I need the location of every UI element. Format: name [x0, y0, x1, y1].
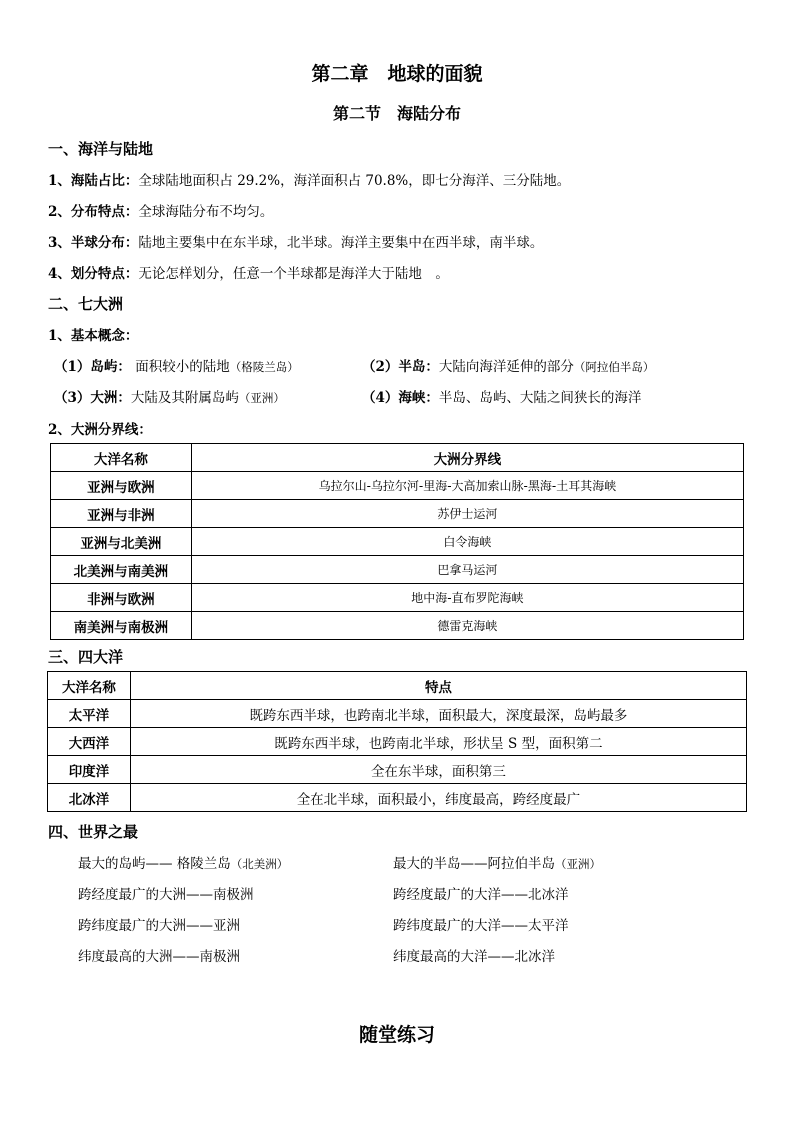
record-note: （亚洲）: [555, 857, 601, 871]
record-text: 跨经度最广的大洲——南极洲: [78, 887, 254, 903]
concept-continent-text: 大陆及其附属岛屿: [130, 390, 239, 406]
practice-title: 随堂练习: [358, 1024, 435, 1046]
table-header: 特点: [130, 672, 746, 700]
record-text: 纬度最高的大洲——南极洲: [78, 949, 240, 965]
concept-continent-note: （亚洲）: [238, 391, 285, 405]
table-cell: 德雷克海峡: [191, 612, 743, 640]
sec1-item-3-label: 3、半球分布：: [48, 235, 139, 251]
table-cell: 苏伊士运河: [191, 500, 743, 528]
sec1-item-1: [48, 169, 570, 189]
table-row: [51, 612, 744, 640]
section-3-heading: 三、四大洋: [48, 648, 124, 666]
table-cell: 印度洋: [48, 756, 131, 784]
table-cell: 地中海-直布罗陀海峡: [191, 584, 743, 612]
concept-island-text: 面积较小的陆地: [135, 359, 230, 375]
table-row: [51, 556, 744, 584]
record-widest-latitude-ocean: [393, 914, 569, 934]
table-header: 大洋名称: [51, 444, 192, 472]
concept-island-note: （格陵兰岛）: [229, 360, 299, 374]
record-highest-latitude-ocean: [393, 945, 555, 965]
concept-strait-text: 半岛、岛屿、大陆之间狭长的海洋: [438, 390, 642, 406]
record-text: 跨纬度最广的大洋——太平洋: [393, 918, 569, 934]
table-row: [48, 784, 747, 812]
table-row: [51, 584, 744, 612]
ocean-table: [47, 671, 747, 812]
sec1-item-3-text: 陆地主要集中在东半球，北半球。海洋主要集中在西半球，南半球。: [138, 235, 544, 251]
concept-peninsula: [362, 355, 654, 375]
boundary-heading: [48, 418, 152, 438]
concept-peninsula-text: 大陆向海洋延伸的部分: [438, 359, 574, 375]
table-cell: 亚洲与欧洲: [51, 472, 192, 500]
section-1-heading: 一、海洋与陆地: [48, 140, 154, 158]
sec1-item-1-label: 1、海陆占比：: [48, 173, 139, 189]
table-row: [51, 472, 744, 500]
table-row: [48, 756, 747, 784]
sec1-item-4: [48, 262, 449, 282]
concept-island-label: （1）岛屿：: [54, 359, 131, 375]
sec1-item-2: [48, 200, 273, 220]
table-cell: 白令海峡: [191, 528, 743, 556]
concept-strait: [362, 386, 641, 406]
record-text: 纬度最高的大洋——北冰洋: [393, 949, 555, 965]
sec1-item-4-text: 无论怎样划分，任意一个半球都是海洋大于陆地 。: [138, 266, 449, 282]
record-text: 跨纬度最广的大洲——亚洲: [78, 918, 240, 934]
table-cell: 全在东半球，面积第三: [130, 756, 746, 784]
concept-peninsula-note: （阿拉伯半岛）: [573, 360, 655, 374]
table-cell: 南美洲与南极洲: [51, 612, 192, 640]
table-cell: 北冰洋: [48, 784, 131, 812]
table-row: [48, 728, 747, 756]
sec1-item-1-text: 全球陆地面积占 29.2%，海洋面积占 70.8%，即七分海洋、三分陆地。: [138, 173, 571, 189]
record-widest-longitude-ocean: [393, 883, 569, 903]
table-header-row: [51, 444, 744, 472]
table-row: [51, 500, 744, 528]
table-row: [51, 528, 744, 556]
sec1-item-3: [48, 231, 543, 251]
table-cell: 非洲与欧洲: [51, 584, 192, 612]
concept-continent-label: （3）大洲：: [54, 390, 131, 406]
table-cell: 乌拉尔山-乌拉尔河-里海-大高加索山脉-黑海-土耳其海峡: [191, 472, 743, 500]
table-cell: 大西洋: [48, 728, 131, 756]
record-highest-latitude-continent: [78, 945, 240, 965]
record-widest-latitude-continent: [78, 914, 240, 934]
record-text: 最大的半岛——阿拉伯半岛: [393, 856, 555, 872]
concept-strait-label: （4）海峡：: [362, 390, 439, 406]
table-cell: 北美洲与南美洲: [51, 556, 192, 584]
concept-heading: [48, 324, 138, 344]
sec1-item-4-label: 4、划分特点：: [48, 266, 139, 282]
concept-heading-label: 1、基本概念：: [48, 328, 139, 344]
table-cell: 全在北半球，面积最小，纬度最高，跨经度最广: [130, 784, 746, 812]
record-widest-longitude-continent: [78, 883, 254, 903]
table-row: [48, 700, 747, 728]
table-cell: 既跨东西半球，也跨南北半球，形状呈 S 型，面积第二: [130, 728, 746, 756]
boundary-heading-label: 2、大洲分界线：: [48, 422, 152, 438]
concept-continent: [54, 386, 285, 406]
section-subtitle: 第二节 海陆分布: [332, 104, 461, 123]
section-4-heading: 四、世界之最: [48, 823, 139, 841]
continent-boundary-table: [50, 443, 744, 640]
record-note: （北美洲）: [230, 857, 289, 871]
table-cell: 既跨东西半球，也跨南北半球，面积最大，深度最深，岛屿最多: [130, 700, 746, 728]
record-text: 最大的岛屿—— 格陵兰岛: [78, 856, 231, 872]
table-header: 大洋名称: [48, 672, 131, 700]
page-title: 第二章 地球的面貌: [311, 63, 483, 85]
concept-island: [54, 355, 299, 375]
table-cell: 巴拿马运河: [191, 556, 743, 584]
table-cell: 亚洲与非洲: [51, 500, 192, 528]
sec1-item-2-text: 全球海陆分布不均匀。: [138, 204, 274, 220]
record-text: 跨经度最广的大洋——北冰洋: [393, 887, 569, 903]
record-largest-peninsula: [393, 852, 601, 872]
table-header-row: [48, 672, 747, 700]
sec1-item-2-label: 2、分布特点：: [48, 204, 139, 220]
section-2-heading: 二、七大洲: [48, 295, 124, 313]
concept-peninsula-label: （2）半岛：: [362, 359, 439, 375]
table-cell: 太平洋: [48, 700, 131, 728]
table-header: 大洲分界线: [191, 444, 743, 472]
record-largest-island: [78, 852, 288, 872]
table-cell: 亚洲与北美洲: [51, 528, 192, 556]
